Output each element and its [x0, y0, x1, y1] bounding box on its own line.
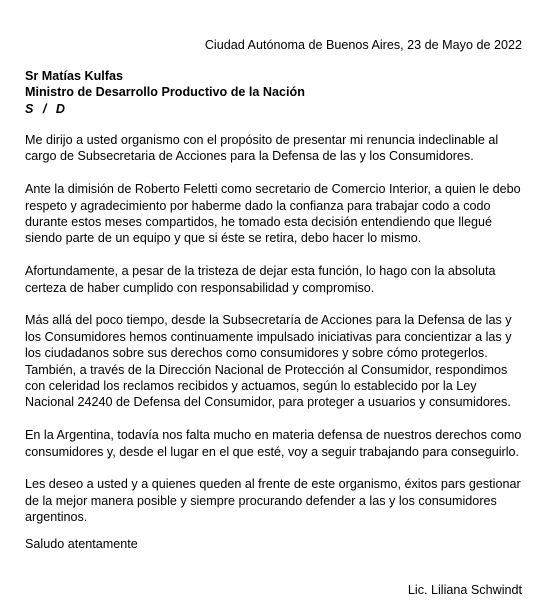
paragraph: Ante la dimisión de Roberto Feletti como secretario de Comercio Interior, a quien le debo respeto y agradecimiento por haberme dado la confianza para trabajar codo a codo durante estos meses compartidos, he tomado esta decisión entendiendo que llegué siendo parte de un equipo y que si éste se retira, debo hacer lo mismo.	[25, 182, 521, 246]
addressee-name: Sr Matías Kulfas	[25, 69, 123, 83]
paragraph: Les deseo a usted y a quienes queden al frente de este organismo, éxitos pars gestionar de la mejor manera posible y siempre procurando defender a las y los consumidores argentinos.	[25, 477, 521, 525]
closing: Saludo atentamente	[25, 537, 138, 551]
addressee-block	[25, 68, 305, 117]
addressee-sd: S / D	[25, 101, 65, 116]
place-date: Ciudad Autónoma de Buenos Aires, 23 de Mayo de 2022	[204, 38, 522, 52]
paragraph: Más allá del poco tiempo, desde la Subsecretaría de Acciones para la Defensa de las y los Consumidores hemos continuamente impulsado iniciativas para concientizar a las y los ciudadanos sobre sus derechos como consumidores y sobre cómo protegerlos. También, a través de la Dirección Nacional de Protección al Consumidor, respondimos con celeridad los reclamos recibidos y actuamos, según lo establecido por la Ley Nacional 24240 de Defensa del Consumidor, para proteger a usuarios y consumidores.	[25, 313, 512, 410]
paragraph: En la Argentina, todavía nos falta mucho en materia defensa de nuestros derechos como consumidores y, desde el lugar en el que esté, voy a seguir trabajando para conseguirlo.	[25, 428, 522, 459]
signature: Lic. Liliana Schwindt	[407, 583, 522, 597]
paragraph: Afortundamente, a pesar de la tristeza de dejar esta función, lo hago con la absoluta certeza de haber cumplido con responsabilidad y compromiso.	[25, 264, 496, 295]
paragraph: Me dirijo a usted organismo con el propósito de presentar mi renuncia indeclinable al cargo de Subsecretaria de Acciones para la Defensa de las y los Consumidores.	[25, 133, 499, 164]
addressee-title: Ministro de Desarrollo Productivo de la Nación	[25, 85, 305, 100]
letter-body	[25, 132, 525, 542]
